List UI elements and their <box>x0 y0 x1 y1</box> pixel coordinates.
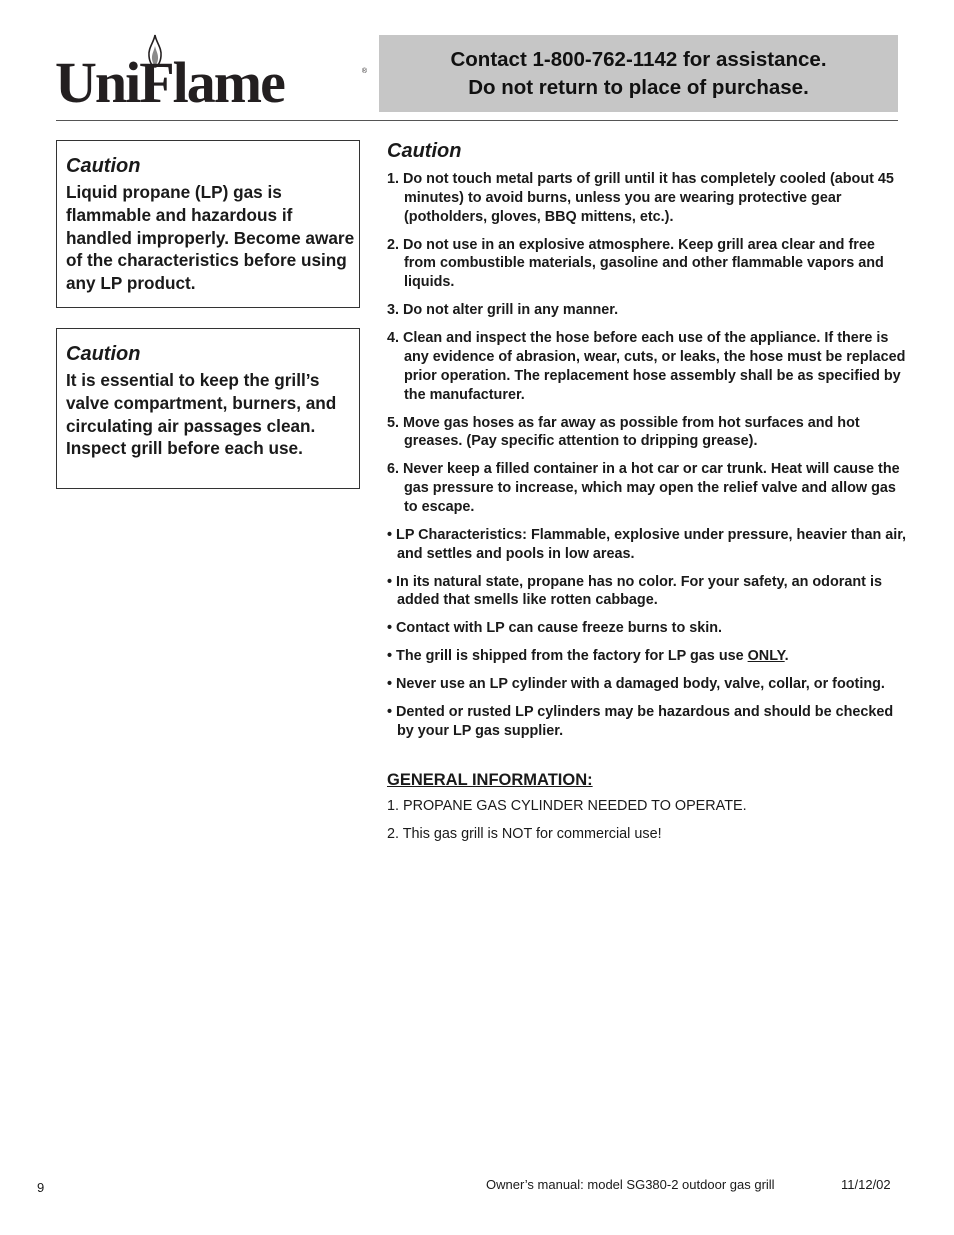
header-divider <box>56 120 898 121</box>
caution-item: 1. Do not touch metal parts of grill until it has completely cooled (about 45 minutes) to avoid burns, unless you are wearing protective gear (potholders, gloves, BBQ mittens, etc.). <box>387 171 894 225</box>
manual-title: Owner’s manual: model SG380-2 outdoor gas grill <box>486 1177 775 1192</box>
shipped-text: • The grill is shipped from the factory for LP gas use <box>387 648 748 665</box>
only-emphasis: ONLY <box>747 648 785 665</box>
caution-item: 6. Never keep a filled container in a hot car or car trunk. Heat will cause the gas pressure to increase, which may open the relief valve and allow gas to escape. <box>387 461 900 515</box>
caution-box-title: Caution <box>66 343 141 365</box>
document-date: 11/12/02 <box>841 1177 891 1192</box>
general-item: 2. This gas grill is NOT for commercial use! <box>387 825 662 842</box>
caution-item: 2. Do not use in an explosive atmosphere. Keep grill area clear and free from combustible materials, gasoline and other flammable vapors and liquids. <box>387 236 884 291</box>
caution-box-body: Liquid propane (LP) gas is flammable and hazardous if handled improperly. Become aware of the characteristics before using any LP product. <box>66 182 355 294</box>
caution-section <box>387 138 907 853</box>
caution-box-lp-gas <box>56 140 360 308</box>
logo-wordmark: UniFlame <box>55 50 284 115</box>
caution-box-title: Caution <box>66 155 141 177</box>
lp-bullet: • Dented or rusted LP cylinders may be hazardous and should be checked by your LP gas supplier. <box>387 704 894 740</box>
uniflame-logo <box>55 34 367 115</box>
registered-mark: ® <box>361 68 367 75</box>
lp-bullet: • Contact with LP can cause freeze burns to skin. <box>387 620 723 637</box>
general-item: 1. PROPANE GAS CYLINDER NEEDED TO OPERATE. <box>387 797 747 814</box>
page-number: 9 <box>37 1180 45 1195</box>
contact-banner <box>379 35 898 112</box>
caution-box-body: It is essential to keep the grill’s valve compartment, burners, and circulating air passages clean. Inspect grill before each use. <box>66 370 337 459</box>
lp-bullet: • LP Characteristics: Flammable, explosive under pressure, heavier than air, and settles and pools in low areas. <box>387 526 907 562</box>
contact-line-1: Contact 1-800-762-1142 for assistance. <box>450 47 827 71</box>
caution-item: 3. Do not alter grill in any manner. <box>387 302 619 319</box>
caution-item: 4. Clean and inspect the hose before each use of the appliance. If there is any evidence of abrasion, wear, cuts, or leaks, the hose must be replaced prior operation. The replacement hose assembly shall be as specified by the manufacturer. <box>387 330 906 403</box>
lp-bullet: • Never use an LP cylinder with a damaged body, valve, collar, or footing. <box>387 676 885 693</box>
general-information-heading: GENERAL INFORMATION: <box>387 770 593 789</box>
caution-heading: Caution <box>387 140 462 162</box>
caution-item: 5. Move gas hoses as far away as possible from hot surfaces and hot greases. (Pay specific attention to dripping grease). <box>387 414 860 450</box>
lp-bullet: • In its natural state, propane has no color. For your safety, an odorant is added that smells like rotten cabbage. <box>387 573 882 609</box>
contact-line-2: Do not return to place of purchase. <box>468 75 809 99</box>
caution-box-cleaning <box>56 328 360 489</box>
shipped-period: . <box>784 648 789 665</box>
lp-bullet-shipped <box>387 647 907 666</box>
